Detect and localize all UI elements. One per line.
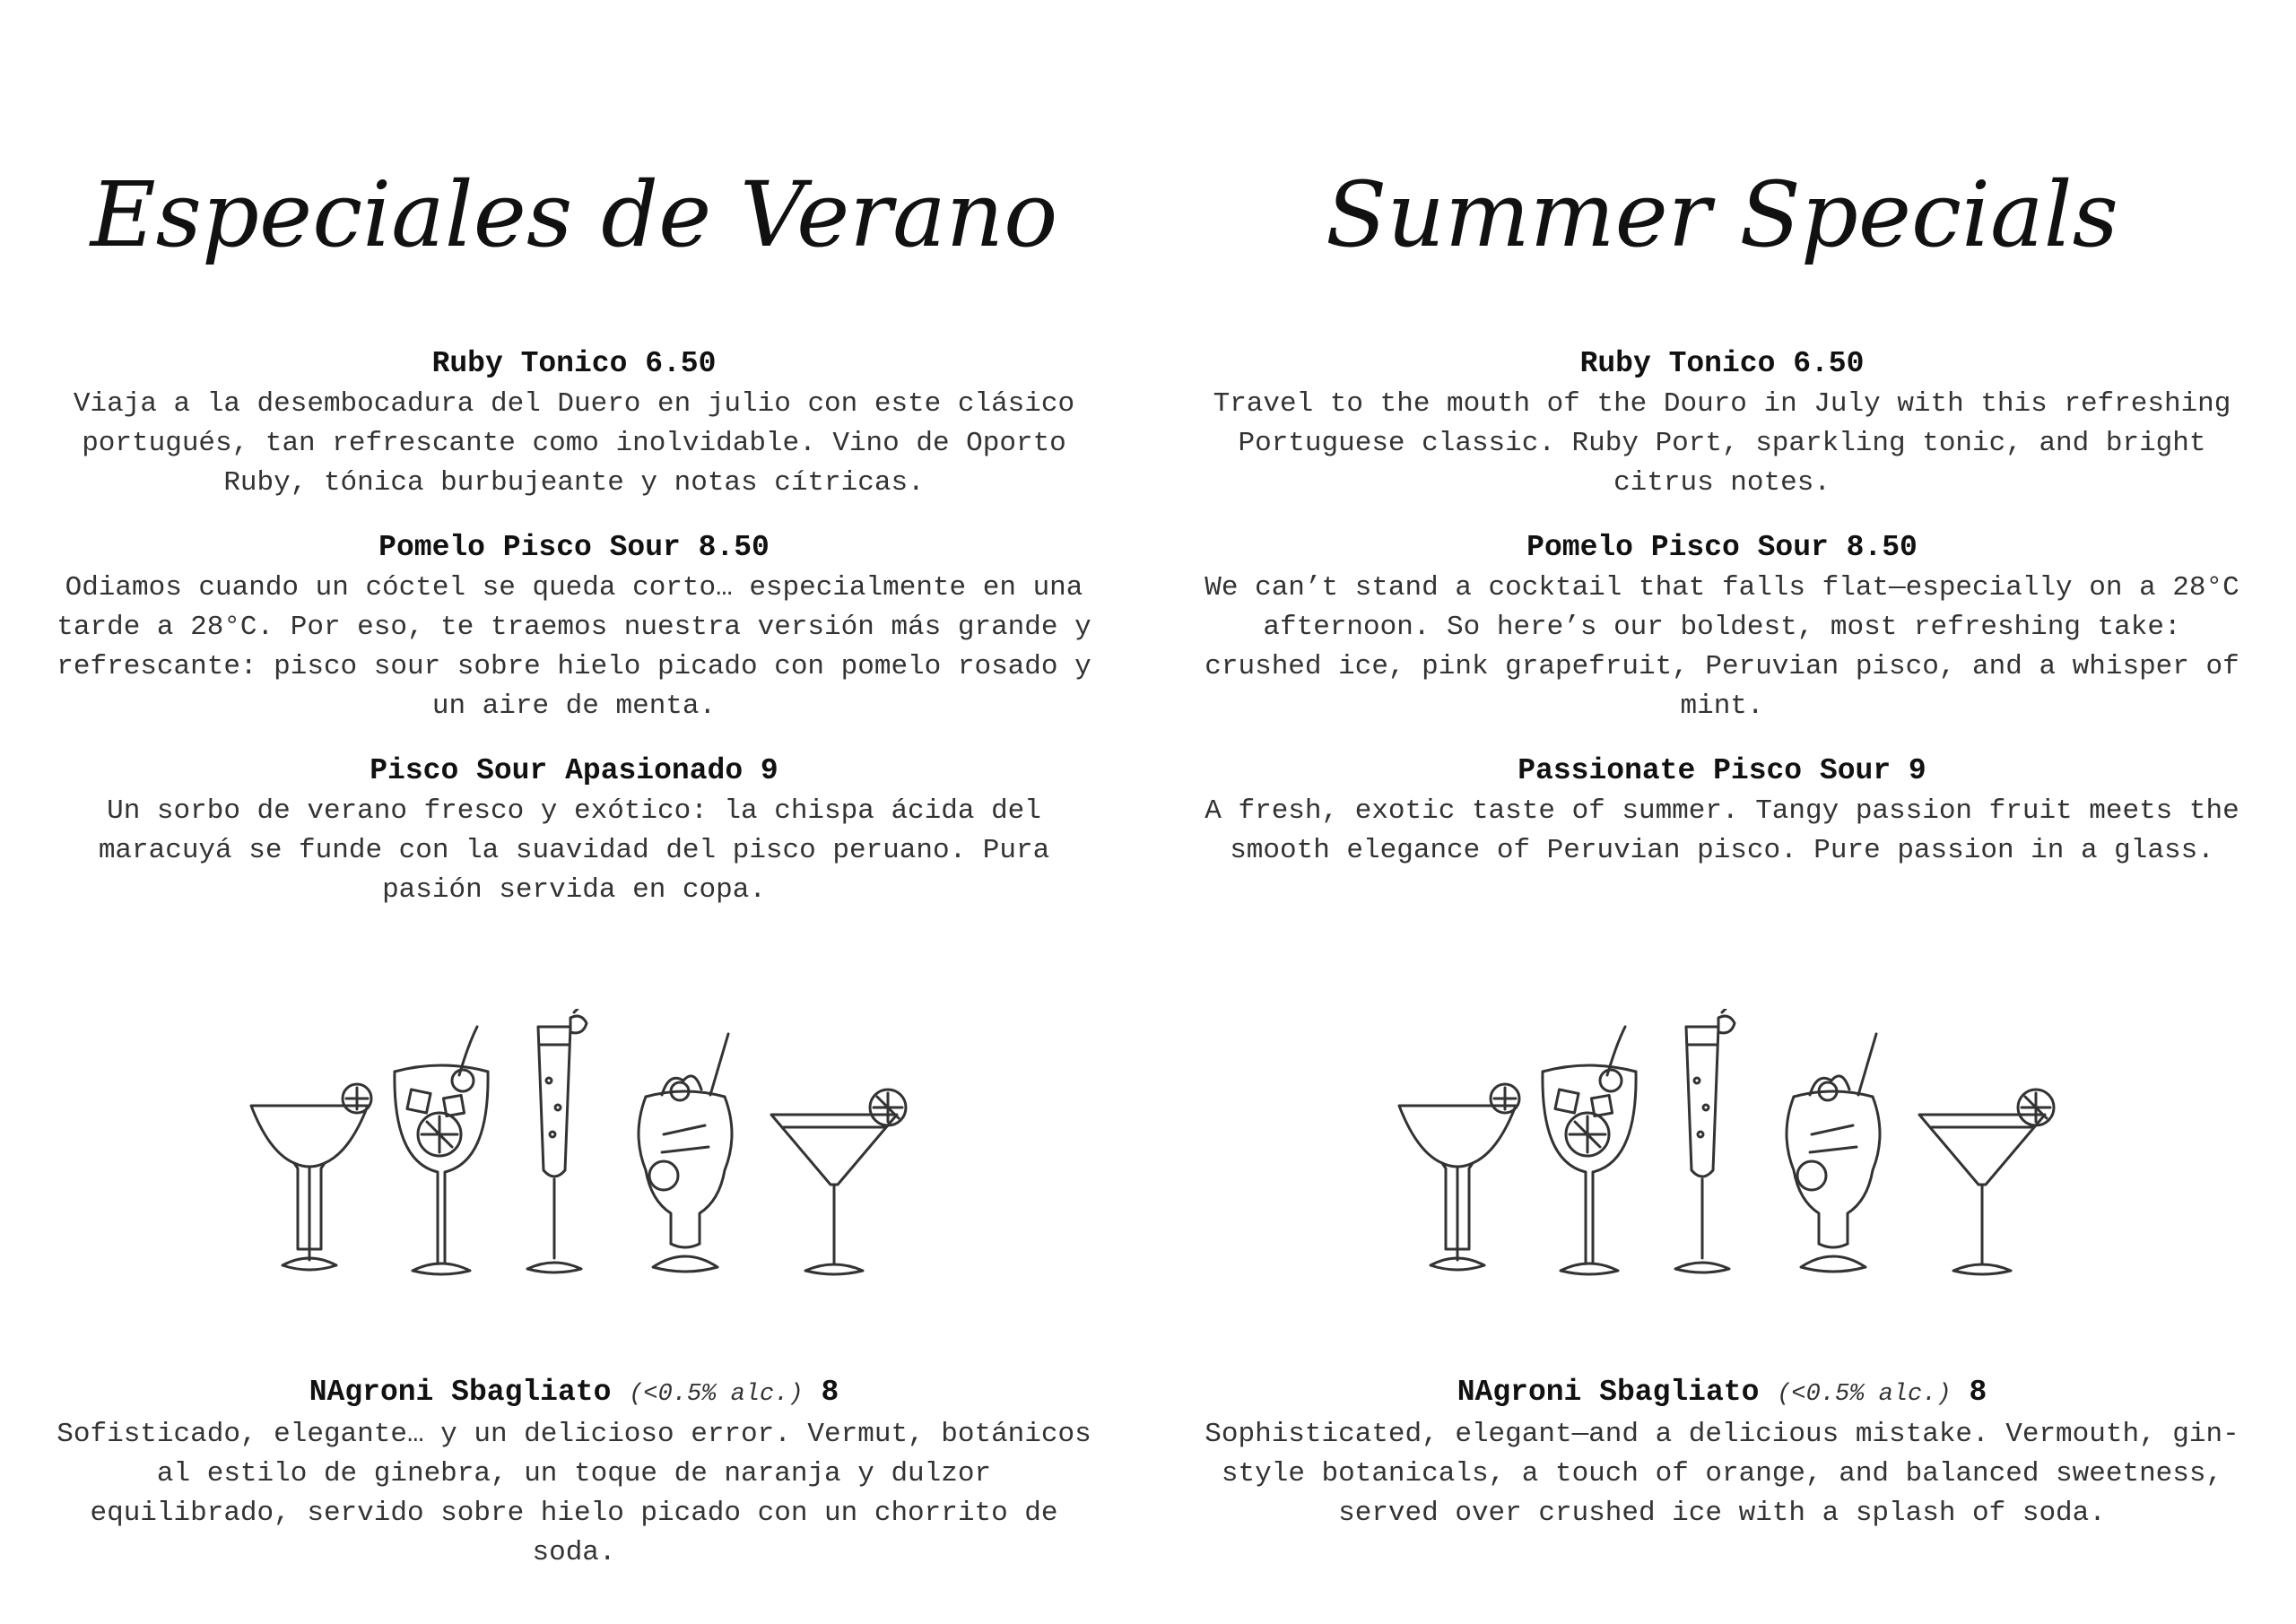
item-description: Odiamos cuando un cóctel se queda corto… especialmente en una tarde a 28°C. Por eso, te traemos nuestra versión más grande y refrescante: pisco sour sobre hielo picado con pomelo rosado y un aire de menta. — [57, 572, 1091, 722]
item-description: Un sorbo de verano fresco y exótico: la chispa ácida del maracuyá se funde con la suavidad del pisco peruano. Pura pasión servida en copa. — [98, 795, 1050, 906]
item-name: Ruby Tonico 6.50 — [431, 347, 717, 380]
menu-item — [49, 751, 1099, 910]
hurricane-glass-icon — [639, 1034, 732, 1272]
specials-list — [1197, 343, 2247, 895]
menu-page-english — [1148, 0, 2296, 1624]
item-description: We can’t stand a cocktail that falls flat—especially on a 28°C afternoon. So here’s our boldest, most refreshing take: crushed ice, pink grapefruit, Peruvian pisco, and a whisper of mint. — [1205, 572, 2239, 722]
item-description: Viaja a la desembocadura del Duero en julio con este clásico portugués, tan refrescante como inolvidable. Vino de Oporto Ruby, tónica burbujeante y notas cítricas. — [73, 388, 1075, 499]
menu-item — [49, 527, 1099, 726]
item-description: Sophisticated, elegant—and a delicious mistake. Vermouth, gin-style botanicals, a touch of orange, and balanced sweetness, served over crushed ice with a splash of soda. — [1205, 1419, 2239, 1529]
specials-list — [49, 343, 1099, 934]
item-price: 8 — [821, 1376, 839, 1409]
cocktail-glasses-illustration — [242, 1009, 924, 1278]
menu-item — [1197, 751, 2247, 871]
item-name: Passionate Pisco Sour 9 — [1518, 754, 1926, 787]
item-name: Pomelo Pisco Sour 8.50 — [1526, 531, 1918, 564]
gin-tonic-glass-icon — [1543, 1027, 1636, 1274]
item-name: NAgroni Sbagliato — [1457, 1376, 1760, 1409]
champagne-flute-icon — [1675, 1009, 1735, 1272]
item-description: Sofisticado, elegante… y un delicioso error. Vermut, botánicos al estilo de ginebra, un toque de naranja y dulzor equilibrado, servido sobre hielo picado con un chorrito de soda. — [57, 1419, 1091, 1568]
page-title: Summer Specials — [1326, 162, 2118, 267]
cocktail-glasses-illustration — [1390, 1009, 2072, 1278]
item-name: NAgroni Sbagliato — [309, 1376, 612, 1409]
item-price: 8 — [1969, 1376, 1987, 1409]
item-name: Pomelo Pisco Sour 8.50 — [378, 531, 770, 564]
item-description: Travel to the mouth of the Douro in July with this refreshing Portuguese classic. Ruby Port, sparkling tonic, and bright citrus notes. — [1213, 388, 2231, 499]
margarita-glass-icon — [251, 1084, 371, 1270]
item-name: Pisco Sour Apasionado 9 — [370, 754, 778, 787]
page-title: Especiales de Verano — [90, 162, 1058, 267]
alcohol-note: (<0.5% alc.) — [629, 1381, 804, 1408]
menu-item — [1197, 343, 2247, 503]
martini-glass-icon — [1919, 1090, 2054, 1274]
item-description: A fresh, exotic taste of summer. Tangy passion fruit meets the smooth elegance of Peruvian pisco. Pure passion in a glass. — [1205, 795, 2239, 866]
gin-tonic-glass-icon — [395, 1027, 488, 1274]
item-name: Ruby Tonico 6.50 — [1579, 347, 1865, 380]
martini-glass-icon — [771, 1090, 906, 1274]
champagne-flute-icon — [527, 1009, 587, 1272]
alcohol-note: (<0.5% alc.) — [1777, 1381, 1952, 1408]
menu-item — [49, 343, 1099, 503]
non-alcoholic-item — [1197, 1372, 2247, 1533]
non-alcoholic-item — [49, 1372, 1099, 1573]
hurricane-glass-icon — [1787, 1034, 1880, 1272]
menu-item — [1197, 527, 2247, 726]
margarita-glass-icon — [1399, 1084, 1519, 1270]
